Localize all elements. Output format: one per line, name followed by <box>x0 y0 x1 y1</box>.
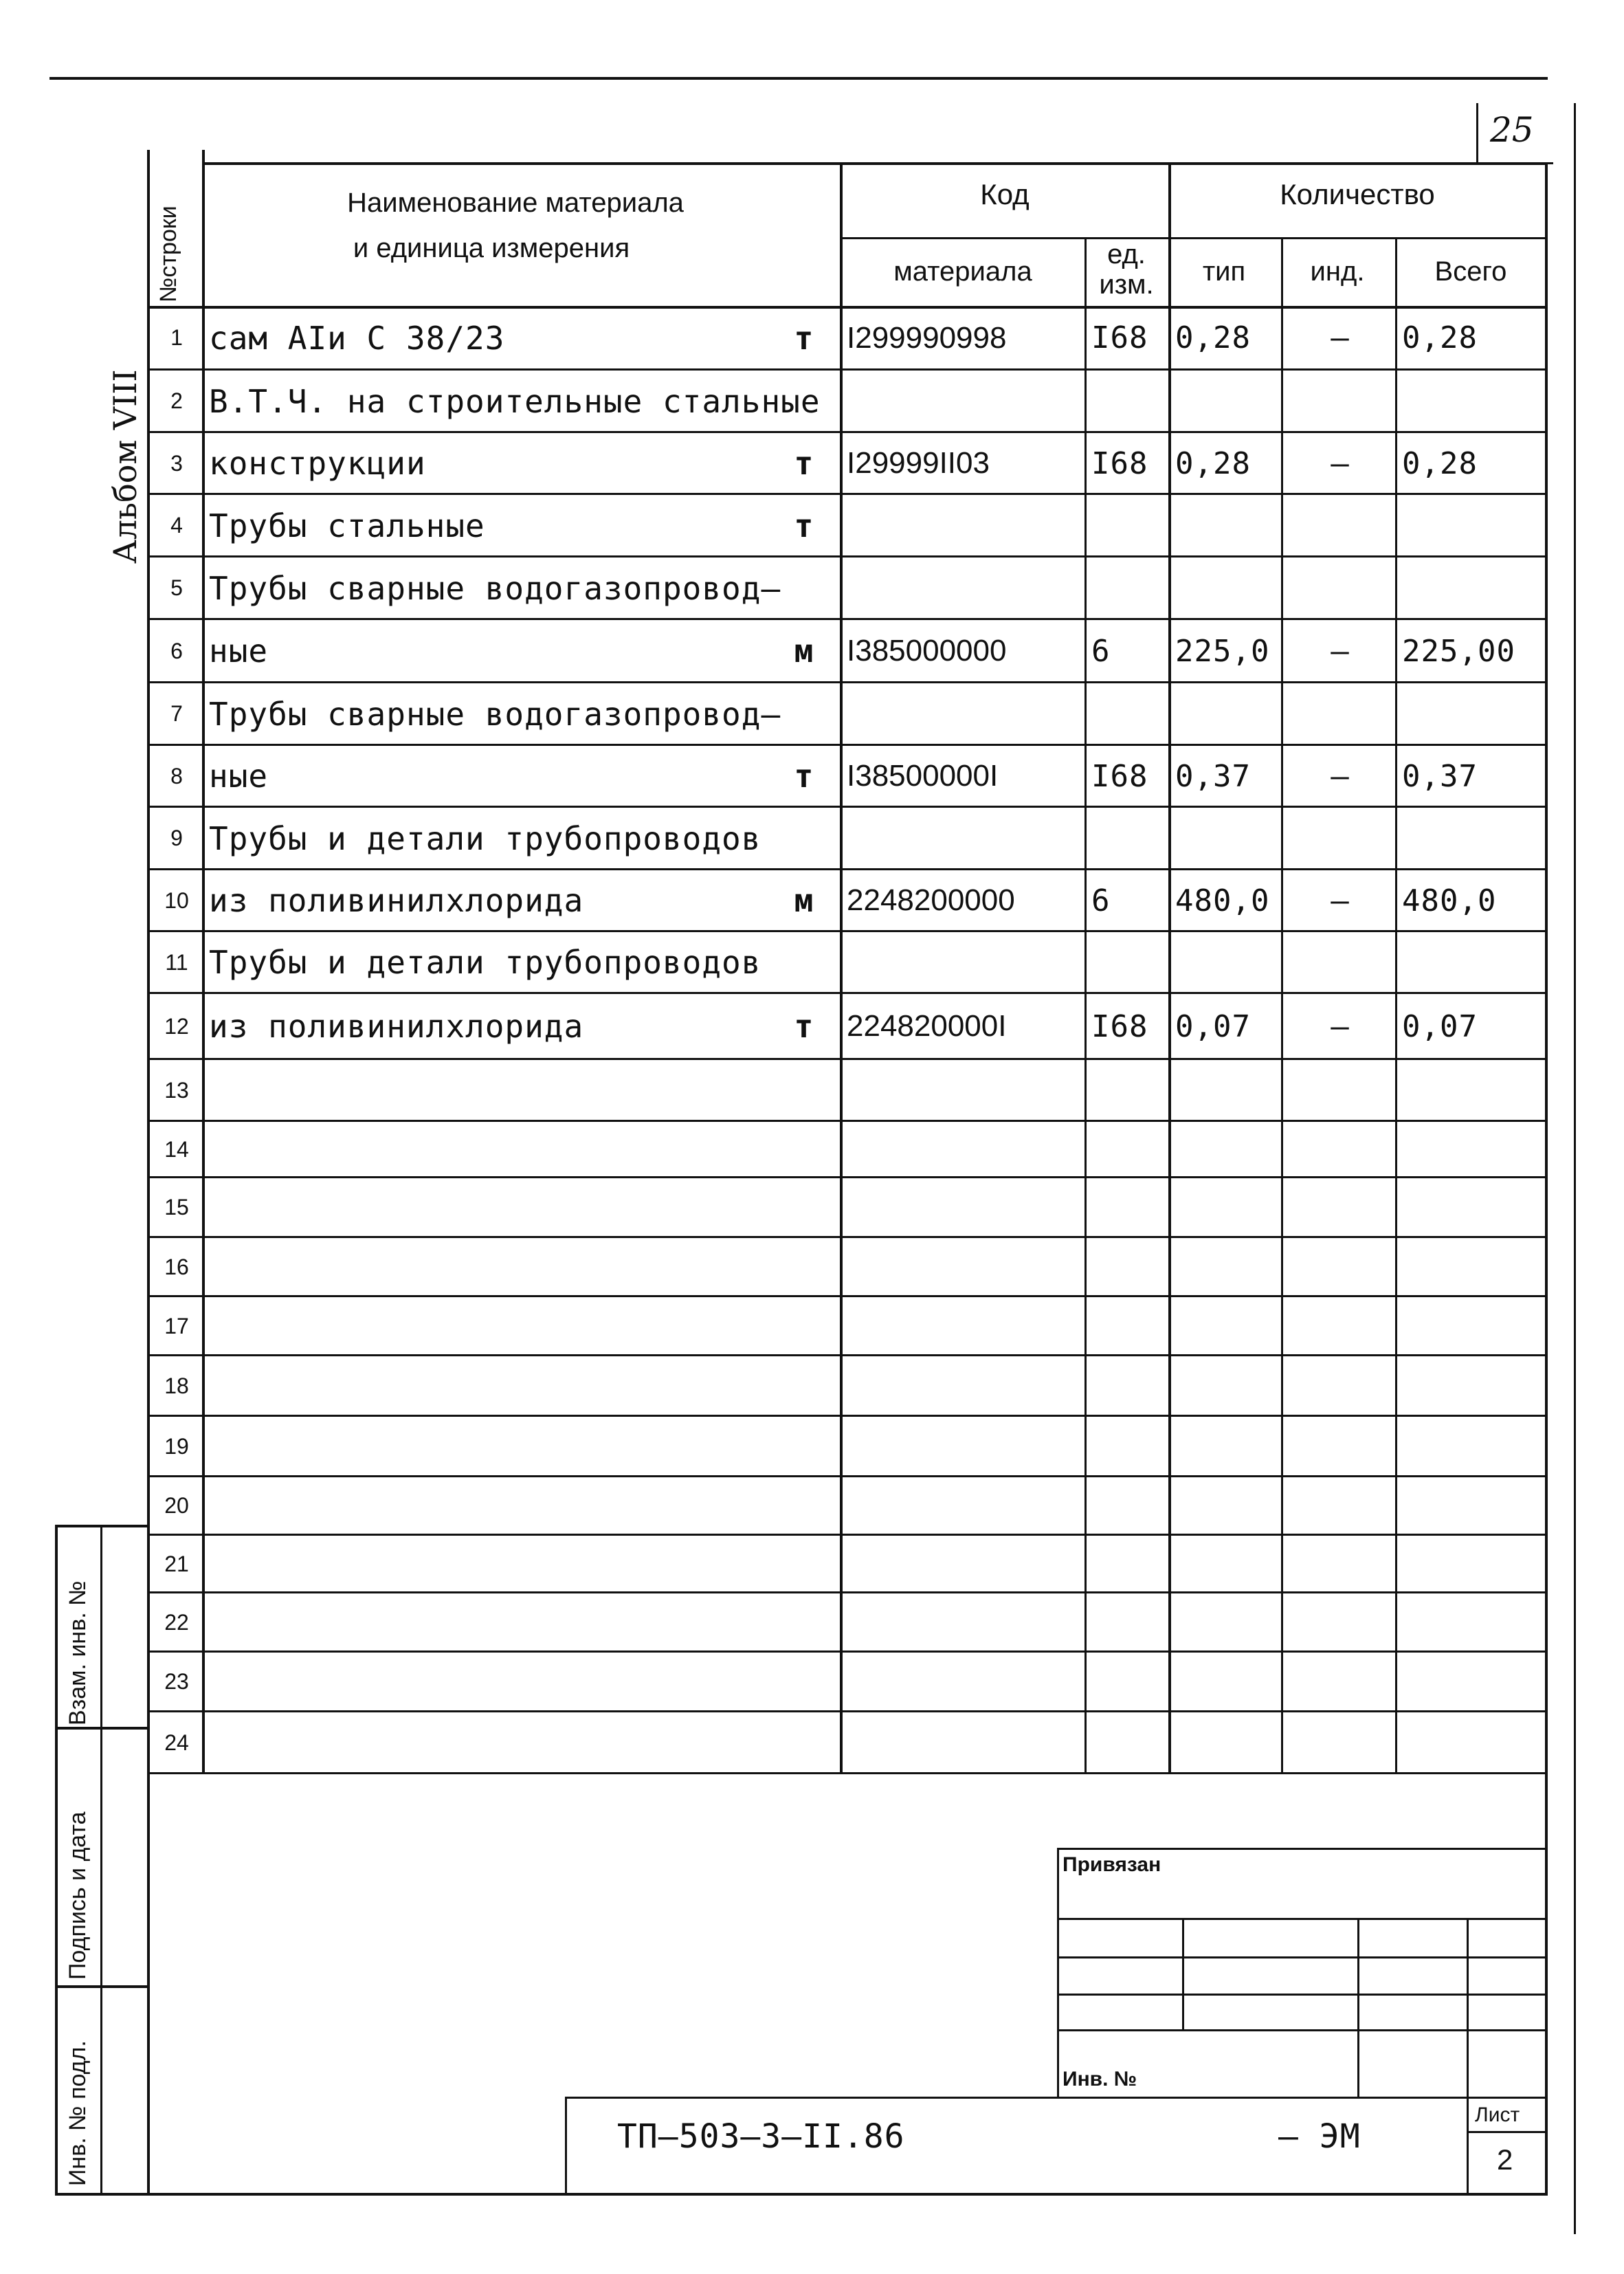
col-line-rownum <box>202 150 205 1774</box>
row-qty-total <box>1402 1593 1544 1652</box>
row-qty-type <box>1175 931 1278 993</box>
row-unit-code <box>1091 1121 1166 1178</box>
row-material-name: Трубы сварные водогазопровод– <box>209 569 781 607</box>
row-qty-type <box>1175 1652 1278 1712</box>
row-material-code <box>847 807 1082 870</box>
row-unit <box>783 1356 825 1416</box>
row-qty-type <box>1175 1712 1278 1774</box>
album-label: Альбом VIII <box>107 369 144 564</box>
page-number: 25 <box>1490 110 1534 150</box>
quantity-ind-header: инд. <box>1310 256 1365 287</box>
row-qty-type <box>1175 370 1278 432</box>
col-line-qty <box>1168 162 1171 1774</box>
row-qty-ind <box>1288 1296 1392 1356</box>
row-qty-total <box>1402 931 1544 993</box>
col-line-total <box>1395 237 1397 1774</box>
sheet-box-divider <box>1467 2131 1546 2133</box>
row-unit <box>783 1416 825 1477</box>
row-material-code: I385000000 <box>847 634 1007 667</box>
row-qty-ind <box>1288 1121 1392 1178</box>
title-block-row5 <box>1057 2029 1546 2031</box>
row-number: 18 <box>164 1373 189 1398</box>
title-block-col1 <box>1182 1918 1184 2029</box>
row-number: 22 <box>164 1609 189 1635</box>
row-qty-total: 0,37 <box>1402 758 1478 794</box>
row-unit <box>783 1652 825 1712</box>
row-number: 3 <box>170 450 183 476</box>
code-unit-header-1: ед. <box>1107 239 1146 269</box>
row-material-name: Трубы стальные <box>209 507 485 544</box>
doc-code-box-top <box>565 2097 1546 2099</box>
row-qty-ind <box>1288 1237 1392 1296</box>
row-qty-type: 480,0 <box>1175 883 1270 918</box>
row-qty-ind: – <box>1331 320 1350 355</box>
row-material-name <box>209 1237 745 1296</box>
row-material-name <box>209 1296 745 1356</box>
row-qty-type <box>1175 1059 1278 1121</box>
code-unit-header-2: изм. <box>1099 269 1154 300</box>
row-unit <box>783 931 825 993</box>
row-material-code: I38500000I <box>847 759 999 793</box>
row-unit-code <box>1091 1712 1166 1774</box>
row-number-header: №строки <box>155 206 181 302</box>
row-qty-ind: – <box>1331 883 1350 918</box>
row-number: 15 <box>164 1195 189 1219</box>
row-qty-total: 0,28 <box>1402 320 1478 355</box>
doc-code-box-left <box>565 2097 567 2196</box>
row-qty-ind <box>1288 683 1392 745</box>
row-unit: т <box>794 1008 814 1045</box>
row-number: 5 <box>170 575 183 600</box>
col-line-ucode <box>1084 237 1087 1774</box>
row-material-code <box>847 683 1082 745</box>
row-qty-type <box>1175 1237 1278 1296</box>
stamp-signature-date: Подпись и дата <box>65 1811 91 1980</box>
row-unit: т <box>794 758 814 795</box>
stamp-replacement-inv: Взам. инв. № <box>65 1580 91 1725</box>
row-qty-type <box>1175 1121 1278 1178</box>
row-number: 12 <box>164 1013 189 1039</box>
row-number: 21 <box>164 1551 189 1576</box>
row-number: 17 <box>164 1313 189 1338</box>
row-qty-type <box>1175 683 1278 745</box>
row-material-code: I29999II03 <box>847 446 990 480</box>
row-unit <box>783 1712 825 1774</box>
header-top-line <box>202 162 1546 165</box>
row-qty-ind <box>1288 1477 1392 1535</box>
row-qty-type <box>1175 1178 1278 1237</box>
row-unit <box>783 1593 825 1652</box>
row-unit-code: I68 <box>1091 1008 1148 1044</box>
name-header-line2: и единица измерения <box>353 232 630 263</box>
row-unit-code: 6 <box>1091 633 1111 669</box>
row-qty-type <box>1175 1356 1278 1416</box>
row-material-name <box>209 1593 745 1652</box>
row-material-name <box>209 1356 745 1416</box>
row-number: 20 <box>164 1493 189 1518</box>
row-material-name: Трубы и детали трубопроводов <box>209 944 761 981</box>
row-unit-code: I68 <box>1091 445 1148 481</box>
row-number: 2 <box>170 388 183 413</box>
row-unit <box>783 807 825 870</box>
title-block-row2 <box>1057 1918 1546 1920</box>
row-material-code <box>847 1178 1082 1237</box>
col-line-code <box>840 162 843 1774</box>
row-material-name <box>209 1059 745 1121</box>
row-material-name <box>209 1712 745 1774</box>
row-unit-code <box>1091 370 1166 432</box>
row-unit-code <box>1091 1237 1166 1296</box>
row-number: 8 <box>170 763 183 788</box>
row-material-code <box>847 1593 1082 1652</box>
row-material-name <box>209 1178 745 1237</box>
row-material-code: 224820000I <box>847 1009 1007 1043</box>
row-unit-code: I68 <box>1091 758 1148 794</box>
row-material-name: В.Т.Ч. на строительные стальные <box>209 382 821 420</box>
row-qty-type <box>1175 1535 1278 1593</box>
row-qty-ind: – <box>1331 445 1350 481</box>
row-unit-code <box>1091 1178 1166 1237</box>
row-qty-total <box>1402 1178 1544 1237</box>
title-block-col3 <box>1467 1918 1469 2196</box>
row-qty-total: 0,28 <box>1402 445 1478 481</box>
row-number: 6 <box>170 638 183 663</box>
row-unit-code <box>1091 494 1166 557</box>
row-qty-type <box>1175 807 1278 870</box>
row-unit <box>783 1535 825 1593</box>
row-material-name <box>209 1535 745 1593</box>
row-number: 7 <box>170 701 183 726</box>
row-number: 4 <box>170 513 183 538</box>
row-unit-code <box>1091 683 1166 745</box>
row-material-name <box>209 1652 745 1712</box>
row-unit-code <box>1091 1652 1166 1712</box>
row-unit-code <box>1091 1296 1166 1356</box>
row-qty-total <box>1402 1356 1544 1416</box>
row-material-code <box>847 1652 1082 1712</box>
row-unit-code <box>1091 1059 1166 1121</box>
row-qty-total <box>1402 1059 1544 1121</box>
row-unit: м <box>794 882 814 919</box>
row-material-code <box>847 1477 1082 1535</box>
row-qty-total <box>1402 807 1544 870</box>
row-qty-type: 0,28 <box>1175 320 1251 355</box>
title-block-left <box>1057 1848 1059 2097</box>
row-qty-total: 225,00 <box>1402 633 1515 669</box>
title-block-col2 <box>1357 1918 1359 2097</box>
row-unit <box>783 557 825 619</box>
row-unit-code <box>1091 931 1166 993</box>
row-unit-code <box>1091 1593 1166 1652</box>
row-material-name: Трубы сварные водогазопровод– <box>209 695 781 733</box>
row-number: 16 <box>164 1254 189 1279</box>
row-qty-total <box>1402 1712 1544 1774</box>
row-qty-ind <box>1288 1178 1392 1237</box>
row-qty-ind <box>1288 494 1392 557</box>
row-qty-type: 0,07 <box>1175 1008 1251 1044</box>
row-material-code <box>847 1237 1082 1296</box>
inv-number-label: Инв. № <box>1063 2068 1137 2090</box>
row-material-name: из поливинилхлорида <box>209 1008 584 1045</box>
row-qty-type <box>1175 1416 1278 1477</box>
bound-label: Привязан <box>1063 1853 1161 1876</box>
row-material-code <box>847 1535 1082 1593</box>
row-qty-type <box>1175 1477 1278 1535</box>
document-suffix: – ЭМ <box>1278 2117 1361 2156</box>
row-number: 23 <box>164 1669 189 1694</box>
row-material-name: ные <box>209 632 269 670</box>
row-qty-total <box>1402 1121 1544 1178</box>
row-unit <box>783 1477 825 1535</box>
row-number: 24 <box>164 1730 189 1755</box>
row-unit-code <box>1091 557 1166 619</box>
row-qty-total <box>1402 557 1544 619</box>
row-qty-total <box>1402 1416 1544 1477</box>
row-qty-total <box>1402 1237 1544 1296</box>
row-qty-type <box>1175 1296 1278 1356</box>
row-unit <box>783 1237 825 1296</box>
row-number: 10 <box>164 887 189 913</box>
stamp-original-inv: Инв. № подл. <box>65 2040 91 2186</box>
row-material-code <box>847 1356 1082 1416</box>
row-material-name <box>209 1477 745 1535</box>
row-qty-ind <box>1288 1535 1392 1593</box>
row-material-name: конструкции <box>209 445 426 482</box>
quantity-type-header: тип <box>1202 256 1246 287</box>
row-material-code <box>847 1296 1082 1356</box>
row-unit: т <box>794 507 814 544</box>
col-line-ind <box>1281 237 1283 1774</box>
row-qty-total <box>1402 494 1544 557</box>
row-qty-total: 0,07 <box>1402 1008 1478 1044</box>
row-material-code <box>847 1416 1082 1477</box>
row-unit <box>783 1178 825 1237</box>
row-unit-code <box>1091 1477 1166 1535</box>
row-qty-type: 0,28 <box>1175 445 1251 481</box>
row-unit <box>783 1121 825 1178</box>
title-block-row3 <box>1057 1956 1546 1958</box>
row-qty-ind: – <box>1331 1008 1350 1044</box>
row-qty-ind <box>1288 1059 1392 1121</box>
row-number: 13 <box>164 1077 189 1103</box>
row-qty-type <box>1175 494 1278 557</box>
row-qty-total <box>1402 1296 1544 1356</box>
row-qty-ind <box>1288 1712 1392 1774</box>
row-material-code <box>847 1121 1082 1178</box>
quantity-header: Количество <box>1280 178 1435 210</box>
row-qty-total <box>1402 1652 1544 1712</box>
row-qty-ind <box>1288 1652 1392 1712</box>
row-material-code <box>847 931 1082 993</box>
row-material-code <box>847 1712 1082 1774</box>
row-number: 14 <box>164 1136 189 1162</box>
row-material-name: из поливинилхлорида <box>209 882 584 919</box>
row-qty-total <box>1402 370 1544 432</box>
row-qty-type: 225,0 <box>1175 633 1270 669</box>
row-number: 9 <box>170 826 183 850</box>
row-material-code <box>847 370 1082 432</box>
row-material-code: 2248200000 <box>847 883 1015 917</box>
name-header-line1: Наименование материала <box>347 187 684 218</box>
title-block-row4 <box>1057 1994 1546 1996</box>
row-material-code <box>847 557 1082 619</box>
row-unit-code <box>1091 807 1166 870</box>
row-material-name: сам АIи С 38/23 <box>209 319 505 357</box>
row-unit-code: I68 <box>1091 320 1148 355</box>
row-unit-code <box>1091 1416 1166 1477</box>
row-unit: м <box>794 632 814 670</box>
row-qty-total: 480,0 <box>1402 883 1497 918</box>
title-block-top <box>1057 1848 1546 1850</box>
row-qty-ind: – <box>1331 633 1350 669</box>
row-material-name <box>209 1121 745 1178</box>
row-unit: т <box>794 445 814 482</box>
row-qty-ind <box>1288 931 1392 993</box>
row-qty-ind: – <box>1331 758 1350 794</box>
row-qty-ind <box>1288 1356 1392 1416</box>
row-qty-total <box>1402 1535 1544 1593</box>
row-qty-ind <box>1288 1593 1392 1652</box>
row-unit-code <box>1091 1356 1166 1416</box>
row-number: 11 <box>165 949 188 975</box>
row-unit: т <box>794 319 814 357</box>
row-number: 19 <box>164 1433 189 1459</box>
row-qty-ind <box>1288 370 1392 432</box>
row-qty-ind <box>1288 807 1392 870</box>
sheet-value: 2 <box>1497 2143 1513 2176</box>
row-unit-code: 6 <box>1091 883 1111 918</box>
row-material-name: Трубы и детали трубопроводов <box>209 819 761 857</box>
sheet-label: Лист <box>1475 2104 1520 2126</box>
row-qty-total <box>1402 683 1544 745</box>
row-number: 1 <box>170 325 183 350</box>
row-qty-type <box>1175 557 1278 619</box>
row-qty-total <box>1402 1477 1544 1535</box>
row-unit <box>783 1059 825 1121</box>
row-qty-type <box>1175 1593 1278 1652</box>
row-material-code <box>847 494 1082 557</box>
quantity-total-header: Всего <box>1434 256 1507 287</box>
row-qty-type: 0,37 <box>1175 758 1251 794</box>
row-qty-ind <box>1288 557 1392 619</box>
row-qty-ind <box>1288 1416 1392 1477</box>
row-unit-code <box>1091 1535 1166 1593</box>
row-material-code: I299990998 <box>847 320 1007 355</box>
row-unit <box>783 370 825 432</box>
code-header: Код <box>980 178 1030 210</box>
row-material-name <box>209 1416 745 1477</box>
row-material-name: ные <box>209 758 269 795</box>
document-code: ТП–503–3–II.86 <box>617 2117 905 2156</box>
row-material-code <box>847 1059 1082 1121</box>
code-material-header: материала <box>893 256 1032 287</box>
row-unit <box>783 683 825 745</box>
row-unit <box>783 1296 825 1356</box>
